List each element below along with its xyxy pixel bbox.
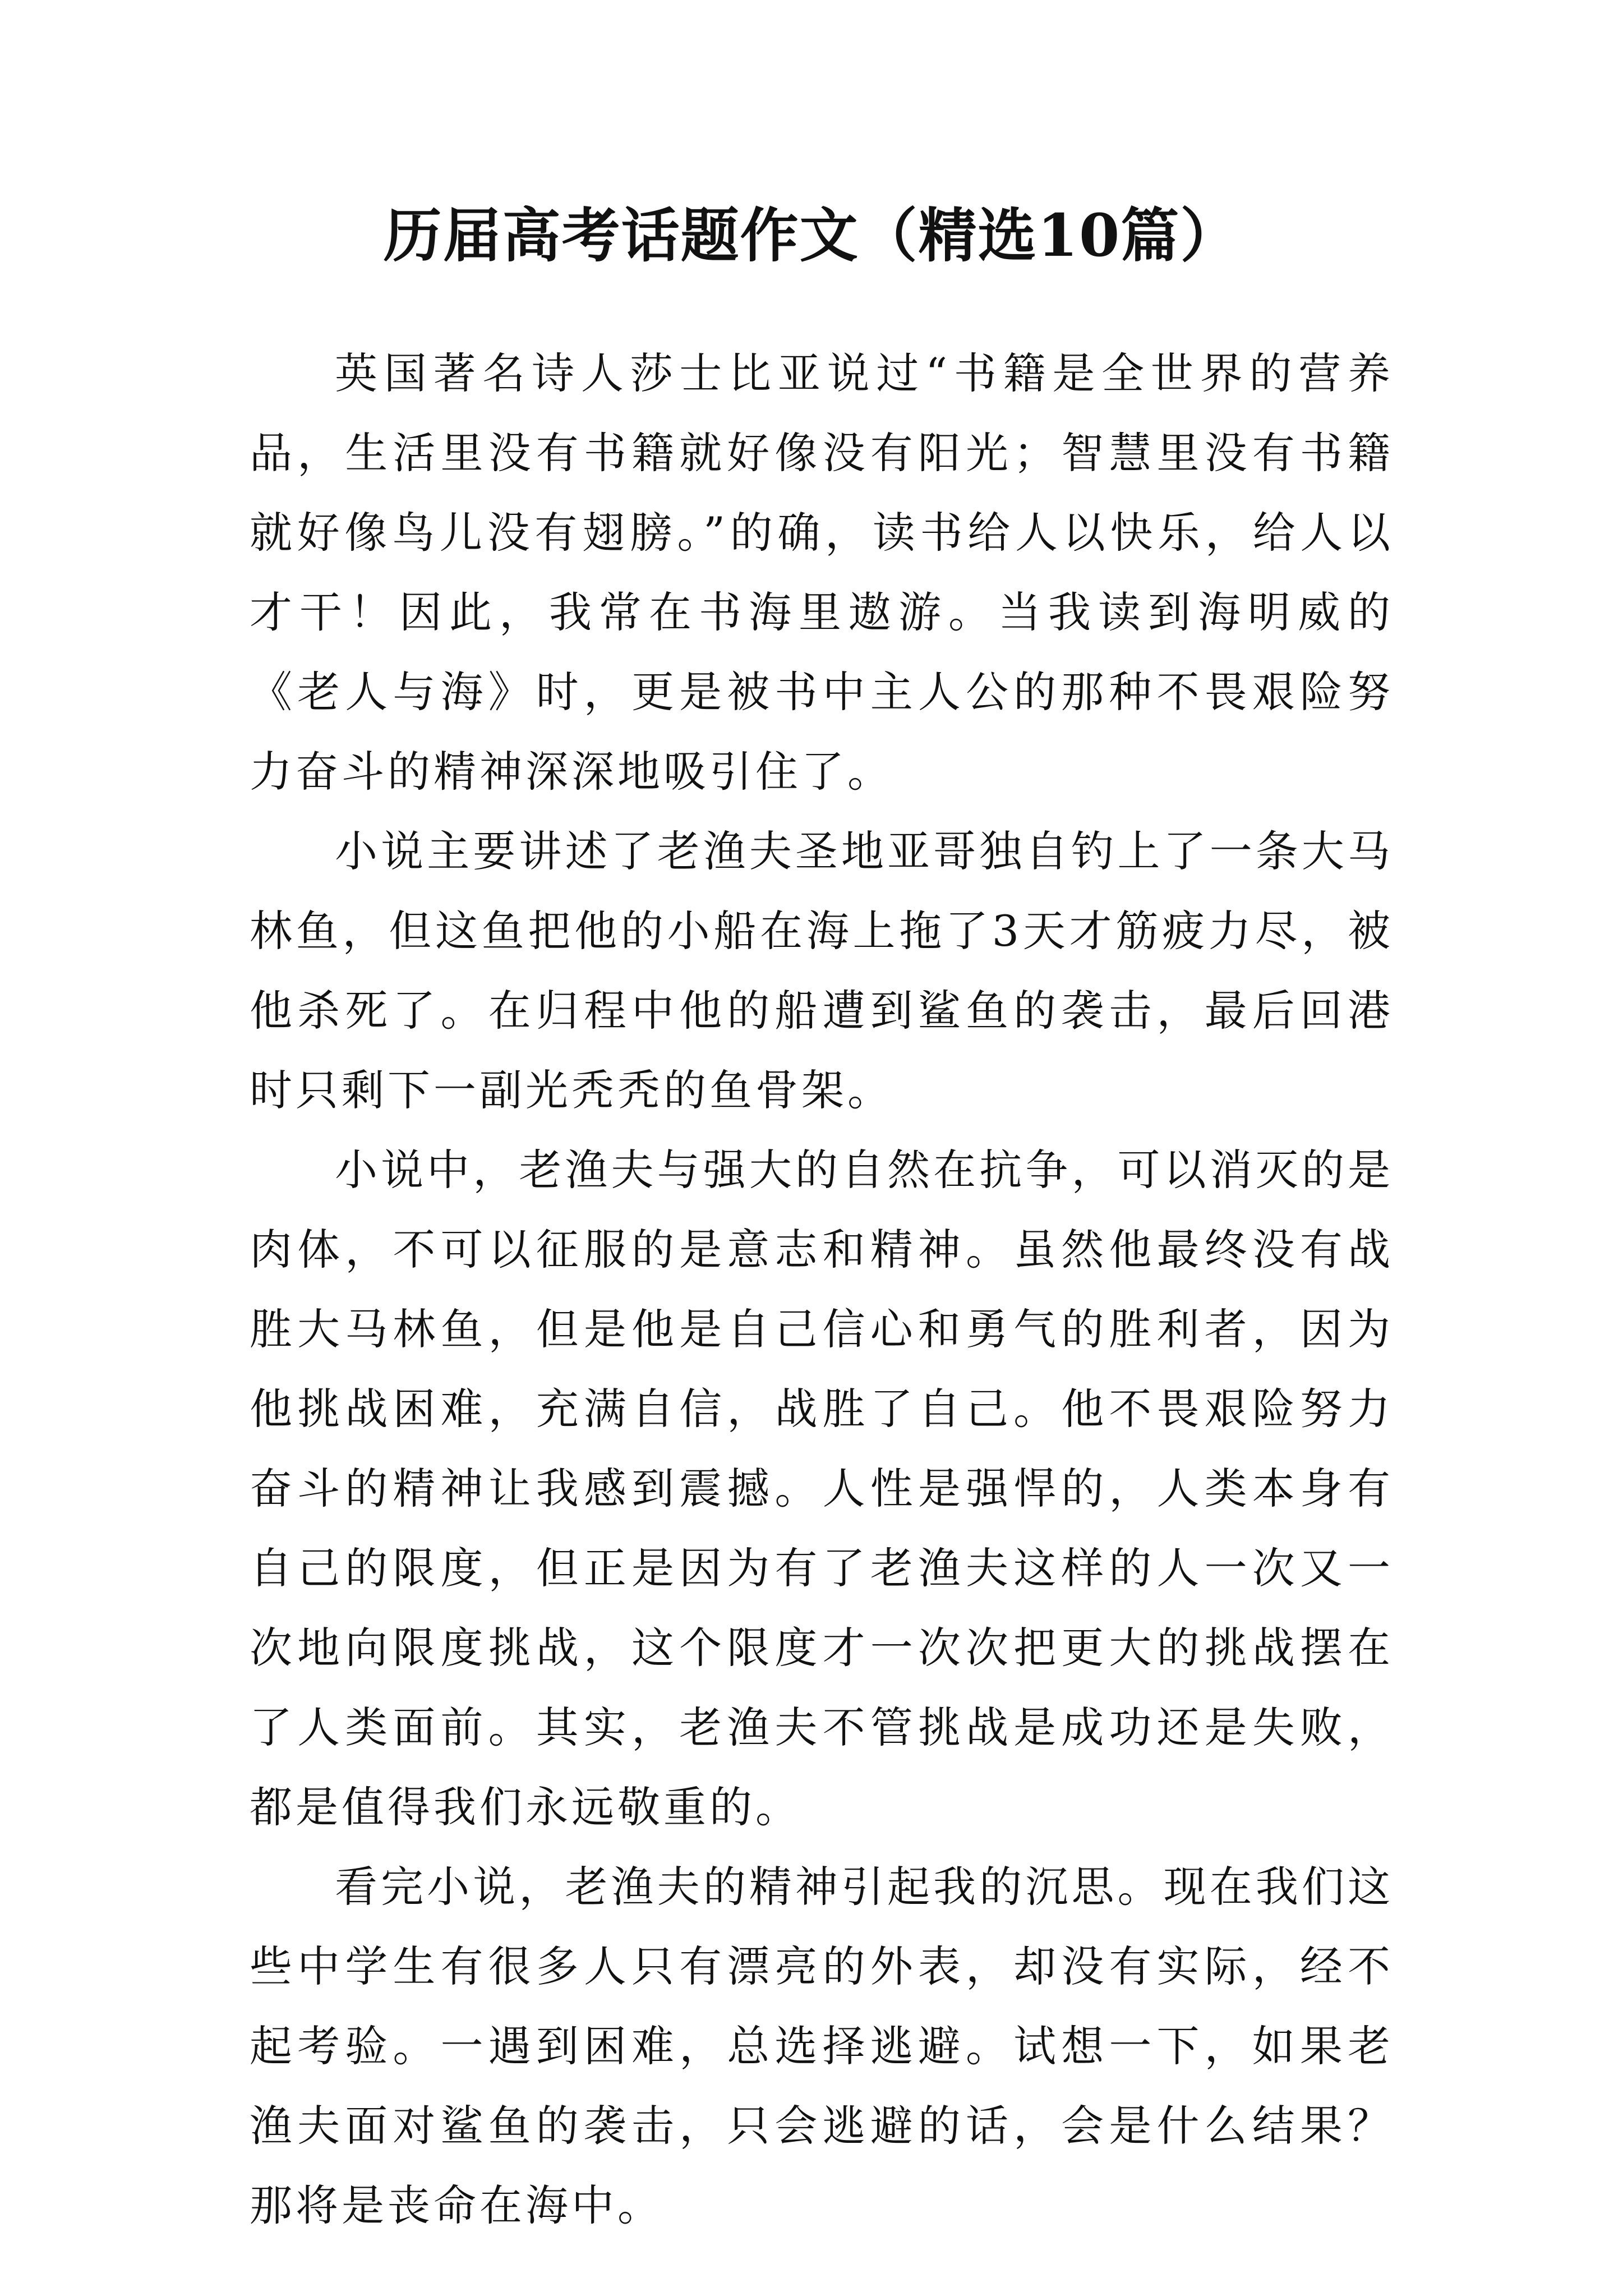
paragraph-4: 看完小说，老渔夫的精神引起我的沉思。现在我们这些中学生有很多人只有漂亮的外表，却没有实际，经不起考验。一遇到困难，总选择逃避。试想一下，如果老渔夫面对鲨鱼的袭击，只会逃避的话，会是什么结果？那将是丧命在海中。 [250, 1862, 1394, 2230]
document-title: 历届高考话题作文（精选10篇） [383, 201, 1240, 270]
paragraph-1: 英国著名诗人莎士比亚说过“书籍是全世界的营养品，生活里没有书籍就好像没有阳光；智慧里没有书籍就好像鸟儿没有翅膀。”的确，读书给人以快乐，给人以才干！因此，我常在书海里遨游。当我读到海明威的《老人与海》时，更是被书中主人公的那种不畏艰险努力奋斗的精神深深地吸引住了。 [250, 348, 1394, 797]
paragraph-2: 小说主要讲述了老渔夫圣地亚哥独自钓上了一条大马林鱼，但这鱼把他的小船在海上拖了3天才筋疲力尽，被他杀死了。在归程中他的船遭到鲨鱼的袭击，最后回港时只剩下一副光秃秃的鱼骨架。 [250, 826, 1394, 1115]
document-body [250, 334, 1394, 2246]
paragraph-3: 小说中，老渔夫与强大的自然在抗争，可以消灭的是肉体，不可以征服的是意志和精神。虽然他最终没有战胜大马林鱼，但是他是自己信心和勇气的胜利者，因为他挑战困难，充满自信，战胜了自己。他不畏艰险努力奋斗的精神让我感到震撼。人性是强悍的，人类本身有自己的限度，但正是因为有了老渔夫这样的人一次又一次地向限度挑战，这个限度才一次次把更大的挑战摆在了人类面前。其实，老渔夫不管挑战是成功还是失败，都是值得我们永远敬重的。 [250, 1145, 1394, 1832]
